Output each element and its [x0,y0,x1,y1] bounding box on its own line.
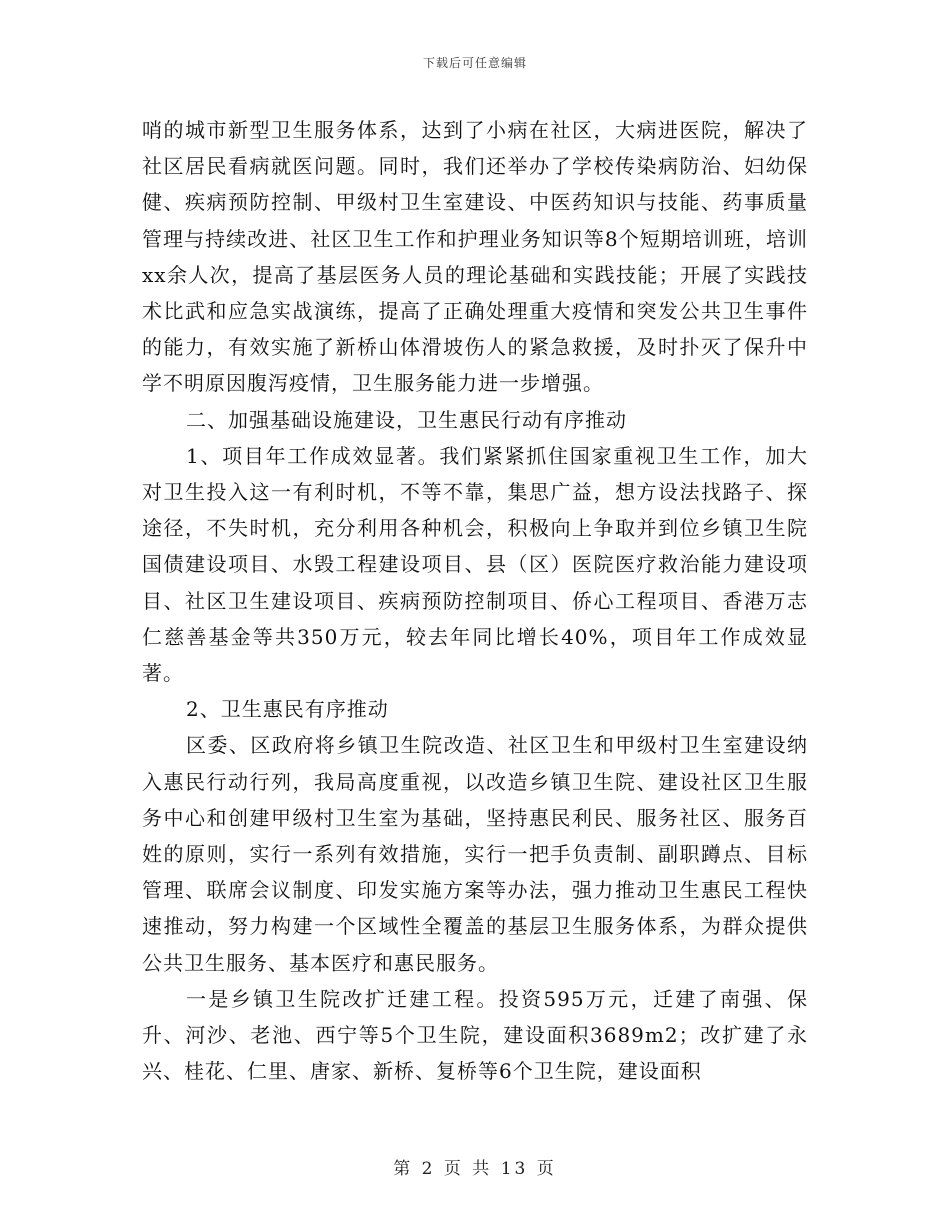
page-header: 下载后可任意编辑 [422,56,527,70]
paragraph-township-hospitals: 一是乡镇卫生院改扩迁建工程。投资595万元，迁建了南强、保升、河沙、老池、西宁等5个卫生院，建设面积3689m2；改扩建了永兴、桂花、仁里、唐家、新桥、复桥等6个卫生院，建设面积 [142,986,808,1084]
page-footer: 第 2 页 共 13 页 [393,1159,557,1179]
paragraph-project-year: 1、项目年工作成效显著。我们紧紧抓住国家重视卫生工作，加大对卫生投入这一有利时机，不等不靠，集思广益，想方设法找路子、探途径，不失时机，充分利用各种机会，积极向上争取并到位乡镇卫生院国债建设项目、水毁工程建设项目、县（区）医院医疗救治能力建设项目、社区卫生建设项目、疾病预防控制项目、侨心工程项目、香港万志仁慈善基金等共350万元，较去年同比增长40%，项目年工作成效显著。 [142,443,808,686]
document-body [142,112,808,1089]
section-heading-2: 二、加强基础设施建设，卫生惠民行动有序推动 [186,407,627,432]
paragraph-1: 哨的城市新型卫生服务体系，达到了小病在社区，大病进医院，解决了社区居民看病就医问题。同时，我们还举办了学校传染病防治、妇幼保健、疾病预防控制、甲级村卫生室建设、中医药知识与技能、药事质量管理与持续改进、社区卫生工作和护理业务知识等8个短期培训班，培训xx余人次，提高了基层医务人员的理论基础和实践技能；开展了实践技术比武和应急实战演练，提高了正确处理重大疫情和突发公共卫生事件的能力，有效实施了新桥山体滑坡伤人的紧急救援，及时扑灭了保升中学不明原因腹泻疫情，卫生服务能力进一步增强。 [142,118,808,396]
subheading-health-benefit: 2、卫生惠民有序推动 [186,697,389,722]
paragraph-health-benefit: 区委、区政府将乡镇卫生院改造、社区卫生和甲级村卫生室建设纳入惠民行动行列，我局高度重视，以改造乡镇卫生院、建设社区卫生服务中心和创建甲级村卫生室为基础，坚持惠民利民、服务社区、服务百姓的原则，实行一系列有效措施，实行一把手负责制、副职蹲点、目标管理、联席会议制度、印发实施方案等办法，强力推动卫生惠民工程快速推动，努力构建一个区域性全覆盖的基层卫生服务体系，为群众提供公共卫生服务、基本医疗和惠民服务。 [142,733,808,975]
